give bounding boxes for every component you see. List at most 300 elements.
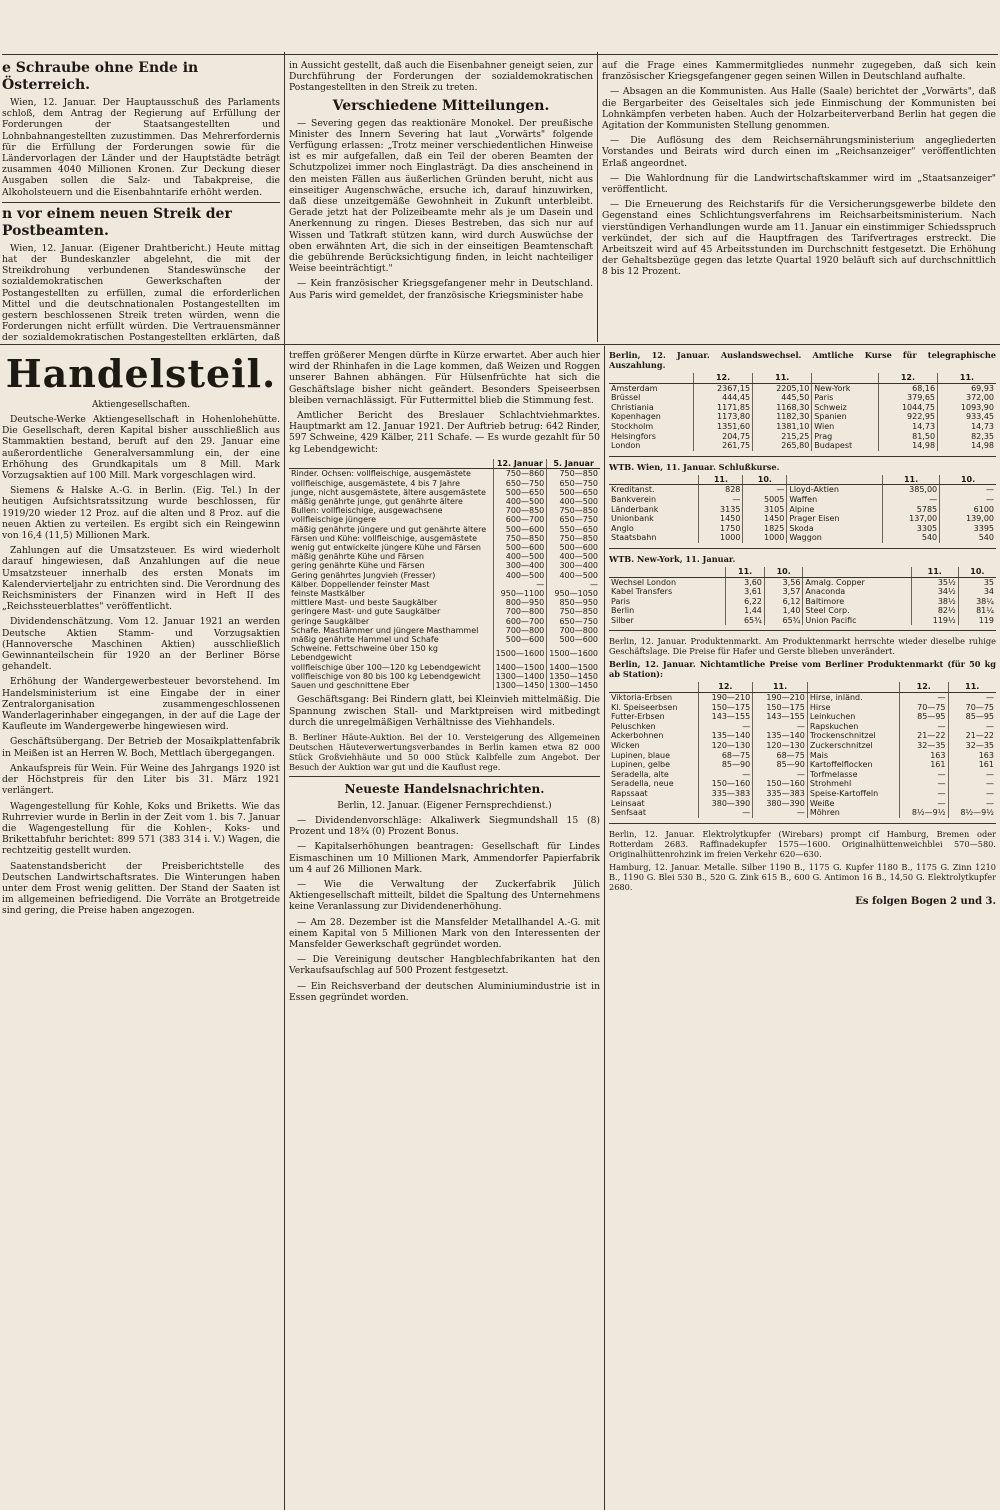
article-paragraph: — Die Erneuerung des Reichstarifs für die Versicherungsgewerbe bildete den Gegenstand eines Schlichtungsverfahrens im Reichsarbeitsministerium. Nach vierstündigen Verhandlungen wurde am 11. Januar ein einstimmiger Schiedsspruch verkündet, der sich auf die Hauptfragen des Tarifvertrages erstreckt. Die Arbeitszeit wird auf 45 Arbeitsstunden im Durchschnitt festgesetzt. Die Erhöhung der Gehaltsbezüge gegen das letzte Quartal 1920 beläuft sich auf durchschnittlich 8 bis 12 Prozent. [602,199,996,278]
table-cell: Kälber. Doppellender feinster Mast [289,580,493,589]
table-header-row [609,475,996,485]
article-paragraph: — Absagen an die Kommunisten. Aus Halle (Saale) berichtet der „Vorwärts", daß die Bergarbeiter des Geiseltales sich jede Einmischung der Kommunisten bei Lohnkämpfen verbeten haben. Auch der Holzarbeiterverband Berlin hat gegen die Agitation der Kommunisten Stellung genommen. [602,86,996,132]
table-cell: Rinder. Ochsen: vollfleischige, ausgemästete [289,469,493,479]
table-row [289,534,600,543]
table-cell: Peluschken [609,722,698,732]
table-row [609,524,996,534]
table-header-cell [803,567,911,577]
table-header-cell: 10. [940,475,996,485]
article-paragraph: — Die Wahlordnung für die Landwirtschaftskammer wird im „Staatsanzeiger" veröffentlicht. [602,172,996,196]
table-row [289,580,600,589]
table-row [289,571,600,580]
produkte-heading: Berlin, 12. Januar. Nichtamtliche Preise vom Berliner Produktenmarkt (für 50 kg ab Station): [609,659,996,680]
table-cell: Baltimore [803,597,911,607]
table-cell: — [899,770,948,780]
table-cell: — [899,789,948,799]
table-cell: — [899,779,948,789]
table-row [289,681,600,690]
table-cell: 85—90 [753,760,808,770]
wien-heading: WTB. Wien, 11. Januar. Schlußkurse. [609,461,780,472]
table-cell: 750—850 [559,607,598,617]
table-cell: 85—90 [698,760,753,770]
table-header-cell: 11. [882,475,939,485]
table-cell: 922,95 [878,412,937,422]
article-paragraph: — Dividendenvorschläge: Alkaliwerk Siegmundshall 15 (8) Prozent und 18¾ (0) Prozent Bonus. [289,814,600,838]
section-markets [289,350,600,1505]
cattle-price-table [289,459,600,690]
table-cell: 21—22 [899,731,948,741]
table-cell: Helsingfors [609,432,693,442]
table-cell: 1093,90 [960,402,994,412]
table-row [289,525,600,534]
table-cell: 69,93 [971,383,994,393]
table-row [609,616,996,626]
table-cell: 70—75 [899,703,948,713]
table-row [609,505,996,515]
table-cell: 163 [899,751,948,761]
table-cell: 400—500 [559,570,598,580]
table-cell: — [986,769,994,779]
table-row [289,515,600,524]
table-header-cell: 11. [699,475,743,485]
page-footer: Es folgen Bogen 2 und 3. [855,895,996,907]
table-body [609,485,996,543]
table-cell: Union Pacific [803,616,911,626]
table-row [609,722,996,732]
table-row [289,644,600,662]
table-row [289,607,600,616]
table-cell: — [753,722,808,732]
table-cell: Prager Eisen [787,514,883,524]
table-cell: 600—700 [493,515,547,524]
table-cell: Strohmehl [807,779,899,789]
table-cell: Weiße [807,799,899,809]
table-cell: 143—155 [698,712,753,722]
table-header-cell: 11. [726,567,765,577]
table-cell: Torfmelasse [807,770,899,780]
table-cell: feinste Mastkälber [289,589,493,598]
table-cell: Alpine [787,505,883,515]
table-cell: Bankverein [609,495,699,505]
article-paragraph: treffen größerer Mengen dürfte in Kürze erwartet. Aber auch hier wird der Rhinhafen in die Lage kommen, daß Weizen und Roggen unserer Bahnen abhängen. Für Hülsenfrüchte hat sich die Geschäftslage bisher nicht geändert. Besonders Speiseerbsen bleiben vernachlässigt. Für Futtermittel blieb die Stimmung fest. [289,350,600,406]
table-cell: Stockholm [609,422,693,432]
table-cell: — [882,495,939,505]
table-row [289,469,600,479]
table-cell: 1173,80 [693,412,752,422]
headline-news: Neueste Handelsnachrichten. [344,781,545,796]
separator [609,456,996,457]
table-cell: 1381,10 [753,422,812,432]
article-paragraph: Amtlicher Bericht des Breslauer Schlachtviehmarktes. Hauptmarkt am 12. Januar 1921. Der Auftrieb betrug: 642 Rinder, 597 Schweine, 429 Kälber, 211 Schafe. — Es wurde gezahlt für 50 kg Lebendgewicht: [289,410,600,455]
table-header-row [609,682,996,692]
article-paragraph: in Aussicht gestellt, daß auch die Eisenbahner geneigt seien, zur Durchführung der Forderungen der sozialdemokratischen Postangestellten in den Streik zu treten. [289,60,593,94]
table-cell: 85—95 [899,712,948,722]
table-cell: 1400—1500 [493,663,547,672]
table-row [609,712,996,722]
table-cell: Wicken [609,741,698,751]
article-misc [289,60,593,342]
table-cell: Länderbank [609,505,699,515]
table-cell: 1000 [743,533,787,543]
article-paragraph: — Kapitalserhöhungen beantragen: Gesellschaft für Lindes Eismaschinen um 10 Millionen Mark, Ammendorfer Papierfabrik um 4 auf 26 Millionen Mark. [289,841,600,875]
table-cell: Rapssaat [609,789,698,799]
table-header-cell: 10. [764,567,803,577]
table-cell: geringe Saugkälber [289,617,493,626]
table-cell: wenig gut entwickelte jüngere Kühe und Färsen [289,543,493,552]
article-paragraph: — Am 28. Dezember ist die Mansfelder Metallhandel A.-G. mit einem Kapital von 5 Millionen Mark von den Interessenten der Mansfelder Gewerkschaft gegründet worden. [289,916,600,950]
article-paragraph: Geschäftsgang: Bei Rindern glatt, bei Kleinvieh mittelmäßig. Die Spannung zwischen Stall- und Marktpreisen wird mitbedingt durch die unregelmäßigen Verhältnisse des Viehhandels. [289,694,600,728]
table-header-row [609,567,996,577]
table-cell: London [609,441,693,451]
table-cell: 700—850 [493,506,547,515]
table-cell: Futter-Erbsen [609,712,698,722]
table-cell: — [986,721,994,731]
table-cell: Paris [812,393,879,403]
article-paragraph: Deutsche-Werke Aktiengesellschaft in Hohenlohehütte. Die Gesellschaft, deren Kapital bisher ausschließlich aus Stammaktien bestand, beruft auf den 29. Januar eine außerordentliche Generalversammlung ein, der eine Erhöhung des Grundkapitals um 8 Mill. Mark Vorzugsaktien auf 100 Mill. Mark vorgeschlagen wird. [2,414,280,482]
table-header-cell [609,567,726,577]
table-row [609,693,996,703]
table-row [289,543,600,552]
table-row [289,626,600,635]
table-cell: 65¾ [764,616,803,626]
table-cell: 85—95 [965,712,994,722]
table-cell: 265,80 [753,441,812,451]
section-title: Handelsteil. [5,351,277,396]
article-paragraph: Berlin, 12. Januar. Elektrolytkupfer (Wirebars) prompt cif Hamburg, Bremen oder Rotterdam 2683. Raffinadekupfer 1575—1600. Originalhüttenweichblei 570—580. Originalhüttenrohzink im freien Verkehr 620—630. [609,828,996,859]
table-cell: — [986,779,994,789]
headline-postal-strike: n vor einem neuen Streik der Postbeamten. [2,205,232,239]
table-cell: Hirse [807,703,899,713]
table-header-cell [609,373,693,383]
article-paragraph: Wien, 12. Januar. (Eigener Drahtbericht.) Heute mittag hat der Bundeskanzler abgelehnt, die mit der Streikdrohung verbundenen Standeswünsche der sozialdemokratischen Gewerkschaften der Postangestellten zu erfüllen, zumal die erforderlichen Mittel und die deutschnationalen Postangestellten im gestern beschlossenen Streik treten würden, wenn die Forderungen nicht erfüllt würden. Die Vertrauensmänner der sozialdemokratischen Postangestellten erklärten, daß [2,242,280,342]
table-cell: 800—950 [493,598,547,607]
table-cell: Anaconda [803,587,911,597]
table-cell: — [899,693,948,703]
table-cell: 650—750 [559,515,598,525]
table-row [609,533,996,543]
table-cell: 1450 [699,514,743,524]
table-cell: Gering genährtes Jungvieh (Fresser) [289,571,493,580]
table-cell: Skoda [787,524,883,534]
table-cell: — [699,495,743,505]
table-cell: 150—160 [753,779,808,789]
table-cell: — [753,770,808,780]
table-cell: — [698,722,753,732]
table-header-cell: 12. [878,373,937,383]
table-row [289,506,600,515]
table-cell: — [899,722,948,732]
article-paragraph: — Die Auflösung des dem Reichsernährungsministerium angegliederten Vorstandes und Beirats wird durch einen im „Reichsanzeiger" veröffentlichten Erlaß angeordnet. [602,135,996,169]
table-cell: 215,25 [753,432,812,442]
table-cell: 750—850 [559,533,598,543]
table-header-cell: 10. [743,475,787,485]
table-cell: mittlere Mast- und beste Saugkälber [289,598,493,607]
table-cell: mäßig genährte junge, gut genährte ältere [289,497,493,506]
separator [289,776,600,777]
table-cell: Amsterdam [609,383,693,393]
table-cell: 3135 [699,505,743,515]
table-cell: 500—600 [493,525,547,534]
table-cell: Anglo [609,524,699,534]
table-cell: 35½ [911,577,958,587]
table-cell: Christiania [609,403,693,413]
table-row [609,606,996,616]
table-row [289,672,600,681]
table-cell: Lupinen, gelbe [609,760,698,770]
table-cell: Senfsaat [609,808,698,818]
devisen-heading: Berlin, 12. Januar. Auslandswechsel. Amtliche Kurse für telegraphische Auszahlung. [609,350,996,370]
table-header-cell [787,475,883,485]
table-row [609,393,996,403]
table-cell: Seradella, alte [609,770,698,780]
table-cell: 120—130 [698,741,753,751]
table-cell: 68,16 [878,383,937,393]
table-cell: 120—130 [753,741,808,751]
table-cell: 950—1100 [493,589,547,598]
table-cell: Leinsaat [609,799,698,809]
table-cell: Berlin [609,606,726,616]
section-subtitle: Aktiengesellschaften. [91,400,191,410]
table-cell: junge, nicht ausgemästete, ältere ausgemästete [289,488,493,497]
produkte-table [609,682,996,817]
table-cell: vollfleischige von 80 bis 100 kg Lebendgewicht [289,672,493,681]
table-cell: 137,00 [882,514,939,524]
table-row [609,731,996,741]
table-row [289,552,600,561]
table-cell: 32—35 [899,741,948,751]
table-cell: 3305 [882,524,939,534]
column-rule [284,52,285,1510]
table-cell: — [590,579,598,589]
table-row [609,703,996,713]
table-cell: 1000 [699,533,743,543]
table-row [609,799,996,809]
table-cell: 1350—1450 [549,671,598,681]
wien-table [609,475,996,543]
table-body [609,693,996,818]
table-header-cell: 11. [753,373,812,383]
table-cell: Ackerbohnen [609,731,698,741]
headline-austria: e Schraube ohne Ende in Österreich. [2,60,199,93]
table-cell: Spanien [812,412,879,422]
table-cell: 14,98 [971,441,994,451]
table-cell: 1182,30 [753,412,812,422]
table-cell: Amalg. Copper [803,577,911,587]
table-cell: 150—175 [753,703,808,713]
table-header-row [289,459,600,469]
table-cell: 445,50 [753,393,812,403]
table-cell: — [743,485,787,495]
table-cell: Zuckerschnitzel [807,741,899,751]
article-paragraph: Berlin, 12. Januar. Produktenmarkt. Am Produktenmarkt herrschte wieder dieselbe ruhige Geschäftslage. Die Preise für Hafer und Gerste blieben unverändert. [609,636,996,657]
table-cell: 933,45 [966,412,994,422]
top-rule [2,54,998,55]
table-cell: 21—22 [965,731,994,741]
article-paragraph: Hamburg, 12. Januar. Metalle. Silber 1190 B., 1175 G. Kupfer 1180 B., 1175 G. Zinn 1210 B., 1190 G. Blei 530 B., 520 G. Zink 615 B., 600 G. Antimon 16 B., 14,50 G. Elektrolytkupfer 2680. [609,861,996,892]
table-cell: 650—750 [559,616,598,626]
table-cell: 400—500 [559,497,598,507]
table-cell: Silber [609,616,726,626]
table-cell: 1825 [743,524,787,534]
table-cell: — [753,808,808,818]
table-cell: 135—140 [698,731,753,741]
table-row [289,488,600,497]
table-header-cell [609,475,699,485]
table-cell: 32—35 [965,741,994,751]
table-cell: 14,98 [878,441,937,451]
table-cell: Unionbank [609,514,699,524]
table-body [609,577,996,625]
table-cell: 650—750 [559,478,598,488]
table-cell: 750—850 [559,506,598,516]
article-paragraph: Ankaufspreis für Wein. Für Weine des Jahrgangs 1920 ist der Höchstpreis für den Liter bis 31. März 1921 verlängert. [2,762,280,797]
table-cell: 500—650 [493,488,547,497]
table-cell: 190—210 [698,693,753,703]
table-cell: 34 [983,587,994,597]
table-cell: 1500—1600 [493,644,547,662]
table-header-cell: 12. [899,682,948,692]
table-cell: 850—950 [559,598,598,608]
table-cell: 261,75 [693,441,752,451]
table-cell: Kopenhagen [609,412,693,422]
article-paragraph: — Kein französischer Kriegsgefangener mehr in Deutschland. Aus Paris wird gemeldet, der französische Kriegsminister habe [289,278,593,301]
table-cell: 600—700 [493,617,547,626]
table-header-cell [289,459,493,469]
table-cell: Rapskuchen [807,722,899,732]
table-cell: Schweiz [812,403,879,413]
table-cell: 161 [899,760,948,770]
headline-misc: Verschiedene Mitteilungen. [332,97,550,114]
table-header-cell: 12. Januar [493,459,547,469]
table-cell: Prag [812,432,879,442]
table-cell: — [698,770,753,780]
table-cell: Wien [812,422,879,432]
table-cell: Kl. Speiseerbsen [609,703,698,713]
table-cell: 6,22 [726,597,765,607]
table-cell: Waggon [787,533,883,543]
table-row [609,808,996,818]
table-cell: 38¼ [976,596,994,606]
article-paragraph: Geschäftsübergang. Der Betrieb der Mosaikplattenfabrik in Meißen ist an Herren W. Boch, Mettlach übergegangen. [2,736,280,759]
table-cell: New-York [812,383,879,393]
table-cell: 400—500 [493,497,547,506]
table-cell: 1171,85 [693,403,752,413]
article-paragraph: — Ein Reichsverband der deutschen Aluminiumindustrie ist in Essen gegründet worden. [289,980,600,1003]
section-exchange [609,350,996,1505]
table-row [609,441,996,451]
table-cell: 38½ [911,597,958,607]
separator [609,630,996,631]
table-cell: 335—383 [753,789,808,799]
table-row [609,760,996,770]
table-cell: 68—75 [698,751,753,761]
article-notes [602,60,996,342]
table-cell: Paris [609,597,726,607]
table-row [289,617,600,626]
table-header-cell [807,682,899,692]
table-cell: mäßig genährte Kühe und Färsen [289,552,493,561]
table-header-cell: 10. [958,567,996,577]
table-cell: gering genährte Kühe und Färsen [289,561,493,570]
table-row [609,779,996,789]
table-cell: 6100 [973,504,994,514]
table-cell: 150—160 [698,779,753,789]
table-cell: Mais [807,751,899,761]
table-cell: Schweine. Fettschweine über 150 kg Lebendgewicht [289,644,493,662]
table-row [289,561,600,570]
article-paragraph: Zahlungen auf die Umsatzsteuer. Es wird wiederholt darauf hingewiesen, daß Anzahlungen auf die neue Umsatzsteuer innerhalb des ersten Monats im Kalendervierteljahr zu entrichten sind. Die Verordnung des Reichsministers der Finanzen wird in Heft II des „Reichssteuerblattes" veröffentlicht. [2,545,280,613]
table-cell: 1500—1600 [549,648,598,658]
table-cell: 300—400 [493,561,547,570]
table-row [289,663,600,672]
table-cell: 540 [882,533,939,543]
table-cell: 135—140 [753,731,808,741]
table-cell: 500—600 [493,635,547,644]
table-row [609,432,996,442]
table-header-cell: 11. [911,567,958,577]
table-cell: Trockenschnitzel [807,731,899,741]
table-cell: 1044,75 [878,403,937,413]
table-cell: 8½—9½ [899,808,948,818]
table-cell: 5005 [743,495,787,505]
table-cell: — [986,789,994,798]
table-cell: — [986,494,994,504]
table-row [289,497,600,506]
separator [2,202,280,203]
article-paragraph: Wagengestellung für Kohle, Koks und Briketts. Wie das Ruhrrevier wurde in Berlin in der Zeit vom 1. bis 7. Januar die Wagengestellung für die Kohlen-, Koks- und Brikettabfuhr berichtet: 899 571 (383 314 i. V.) Wagen, die rechtzeitig gestellt wurden. [2,800,280,857]
table-cell: 400—500 [493,552,547,561]
table-cell: Sauen und geschnittene Eber [289,681,493,690]
table-cell: 1,44 [726,606,765,616]
table-header-cell: 5. Januar [547,459,600,469]
table-cell: 950—1050 [554,589,598,599]
table-row [609,741,996,751]
table-cell: 750—850 [559,469,598,479]
table-row [609,751,996,761]
table-row [609,577,996,587]
table-row [609,514,996,524]
article-paragraph: Wien, 12. Januar. Der Hauptausschuß des Parlaments schloß, dem Antrag der Regierung auf Erfüllung der Forderungen der Staatsangestellten und Lohnbahnangestellten zuzustimmen. Das Mehrerfordernis für die Erfüllung der Forderungen sowie für die Ländervorlagen der Länder und der Hauptstädte beträgt zusammen 4040 Millionen Kronen. Zur Deckung dieser Ausgaben sollen die Salz- und Tabakpreise, die Alkoholsteuern und die Eisenbahntarife erhöht werden. [2,97,280,198]
table-cell: Kabel Transfers [609,587,726,597]
table-cell: Möhren [807,808,899,818]
table-cell: — [493,580,547,589]
table-cell: Lupinen, blaue [609,751,698,761]
table-cell: Staatsbahn [609,533,699,543]
table-cell: geringere Mast- und gute Saugkälber [289,607,493,616]
table-cell: 379,65 [878,393,937,403]
table-header-cell [609,682,698,692]
article-paragraph: Dividendenschätzung. Vom 12. Januar 1921 an werden Deutsche Aktien Stamm- und Vorzugsaktien (Hannoversche Maschinen Aktien) ausschließlich Gewinnanteilschein für 1920 an der Berliner Börse gehandelt. [2,616,280,673]
table-cell: 1351,60 [693,422,752,432]
table-header-row [609,373,996,383]
table-cell: 82,35 [971,431,994,441]
table-row [609,789,996,799]
horizontal-rule [0,344,1000,345]
table-cell: 380—390 [753,799,808,809]
table-cell: 1750 [699,524,743,534]
table-cell: 70—75 [965,702,994,712]
table-cell: Lloyd-Aktien [787,485,883,495]
table-cell: 3,56 [764,577,803,587]
section-handelsteil [2,350,280,1505]
table-cell: 68—75 [753,751,808,761]
table-cell: 500—600 [559,635,598,645]
table-cell: 81,50 [878,432,937,442]
table-row [609,495,996,505]
table-cell: Steel Corp. [803,606,911,616]
table-cell: 119½ [911,616,958,626]
table-cell: Kartoffelflocken [807,760,899,770]
